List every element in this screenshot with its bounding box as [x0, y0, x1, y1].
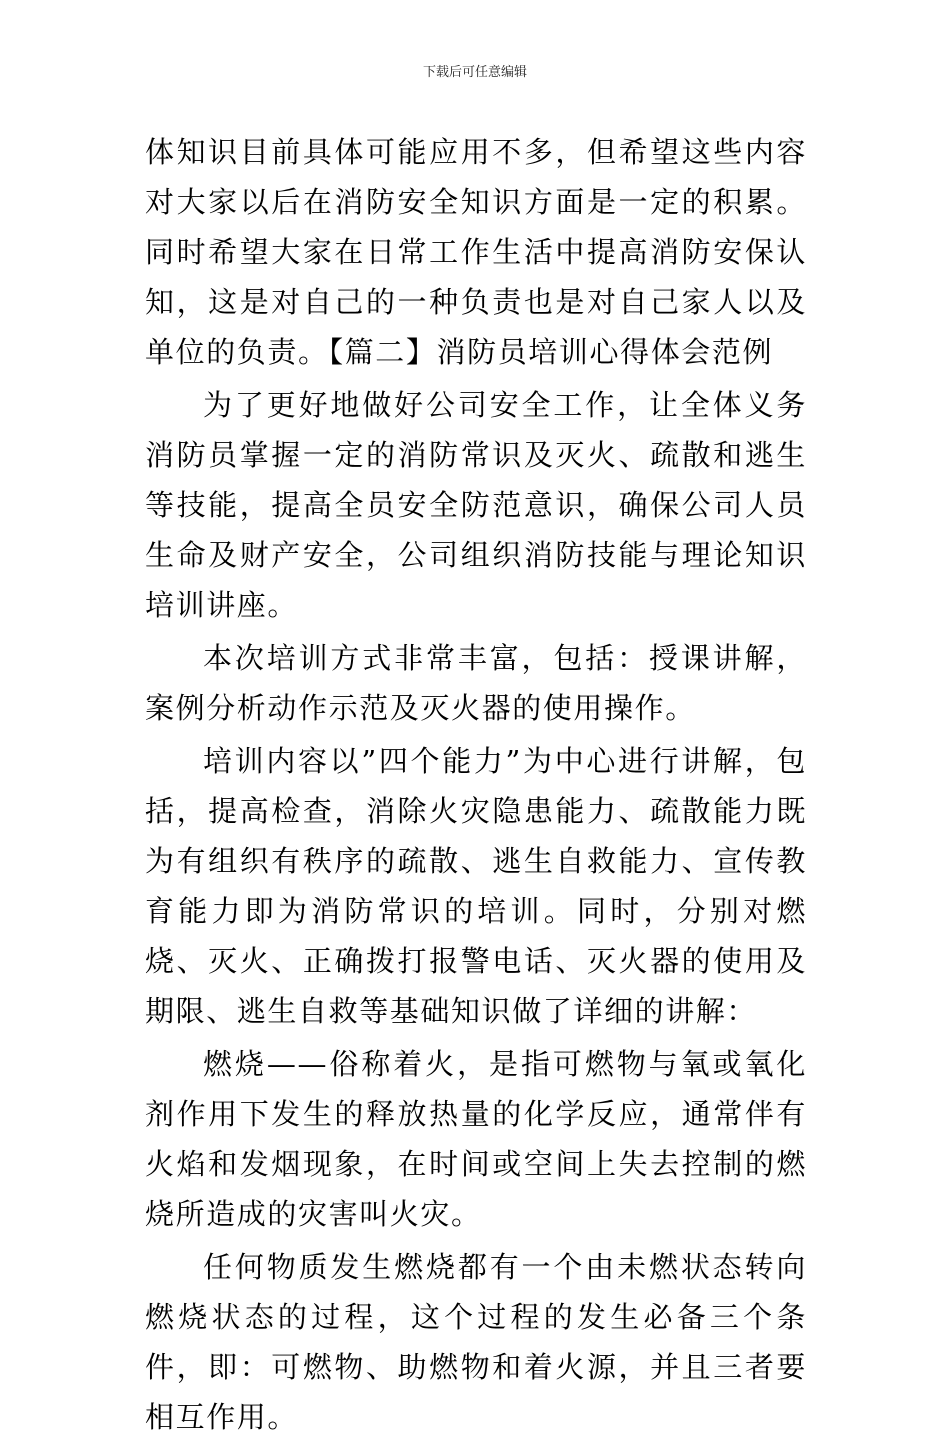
paragraph-training-content: 培训内容以”四个能力”为中心进行讲解，包括，提高检查，消除火灾隐患能力、疏散能力既为有组织有秩序的疏散、逃生自救能力、宣传教育能力即为消防常识的培训。同时，分别对燃烧、灭火、正确拨打报警电话、灭火器的使用及期限、逃生自救等基础知识做了详细的讲解：	[145, 744, 807, 1028]
paragraph-continuation: 体知识目前具体可能应用不多，但希望这些内容对大家以后在消防安全知识方面是一定的积累。同时希望大家在日常工作生活中提高消防安保认知，这是对自己的一种负责也是对自己家人以及单位的负责。【篇二】消防员培训心得体会范例	[145, 135, 807, 369]
paragraph-training-purpose: 为了更好地做好公司安全工作，让全体义务消防员掌握一定的消防常识及灭火、疏散和逃生等技能，提高全员安全防范意识，确保公司人员生命及财产安全，公司组织消防技能与理论知识培训讲座。	[145, 388, 807, 622]
paragraph-combustion-definition: 燃烧——俗称着火，是指可燃物与氧或氧化剂作用下发生的释放热量的化学反应，通常伴有火焰和发烟现象，在时间或空间上失去控制的燃烧所造成的灾害叫火灾。	[145, 1047, 807, 1231]
paragraph-combustion-conditions: 任何物质发生燃烧都有一个由未燃状态转向燃烧状态的过程，这个过程的发生必备三个条件，即：可燃物、助燃物和着火源，并且三者要相互作用。	[145, 1250, 807, 1434]
paragraph-training-methods: 本次培训方式非常丰富，包括：授课讲解，案例分析动作示范及灭火器的使用操作。	[145, 641, 807, 725]
page-header: 下载后可任意编辑	[422, 65, 527, 80]
document-body	[145, 127, 807, 1442]
